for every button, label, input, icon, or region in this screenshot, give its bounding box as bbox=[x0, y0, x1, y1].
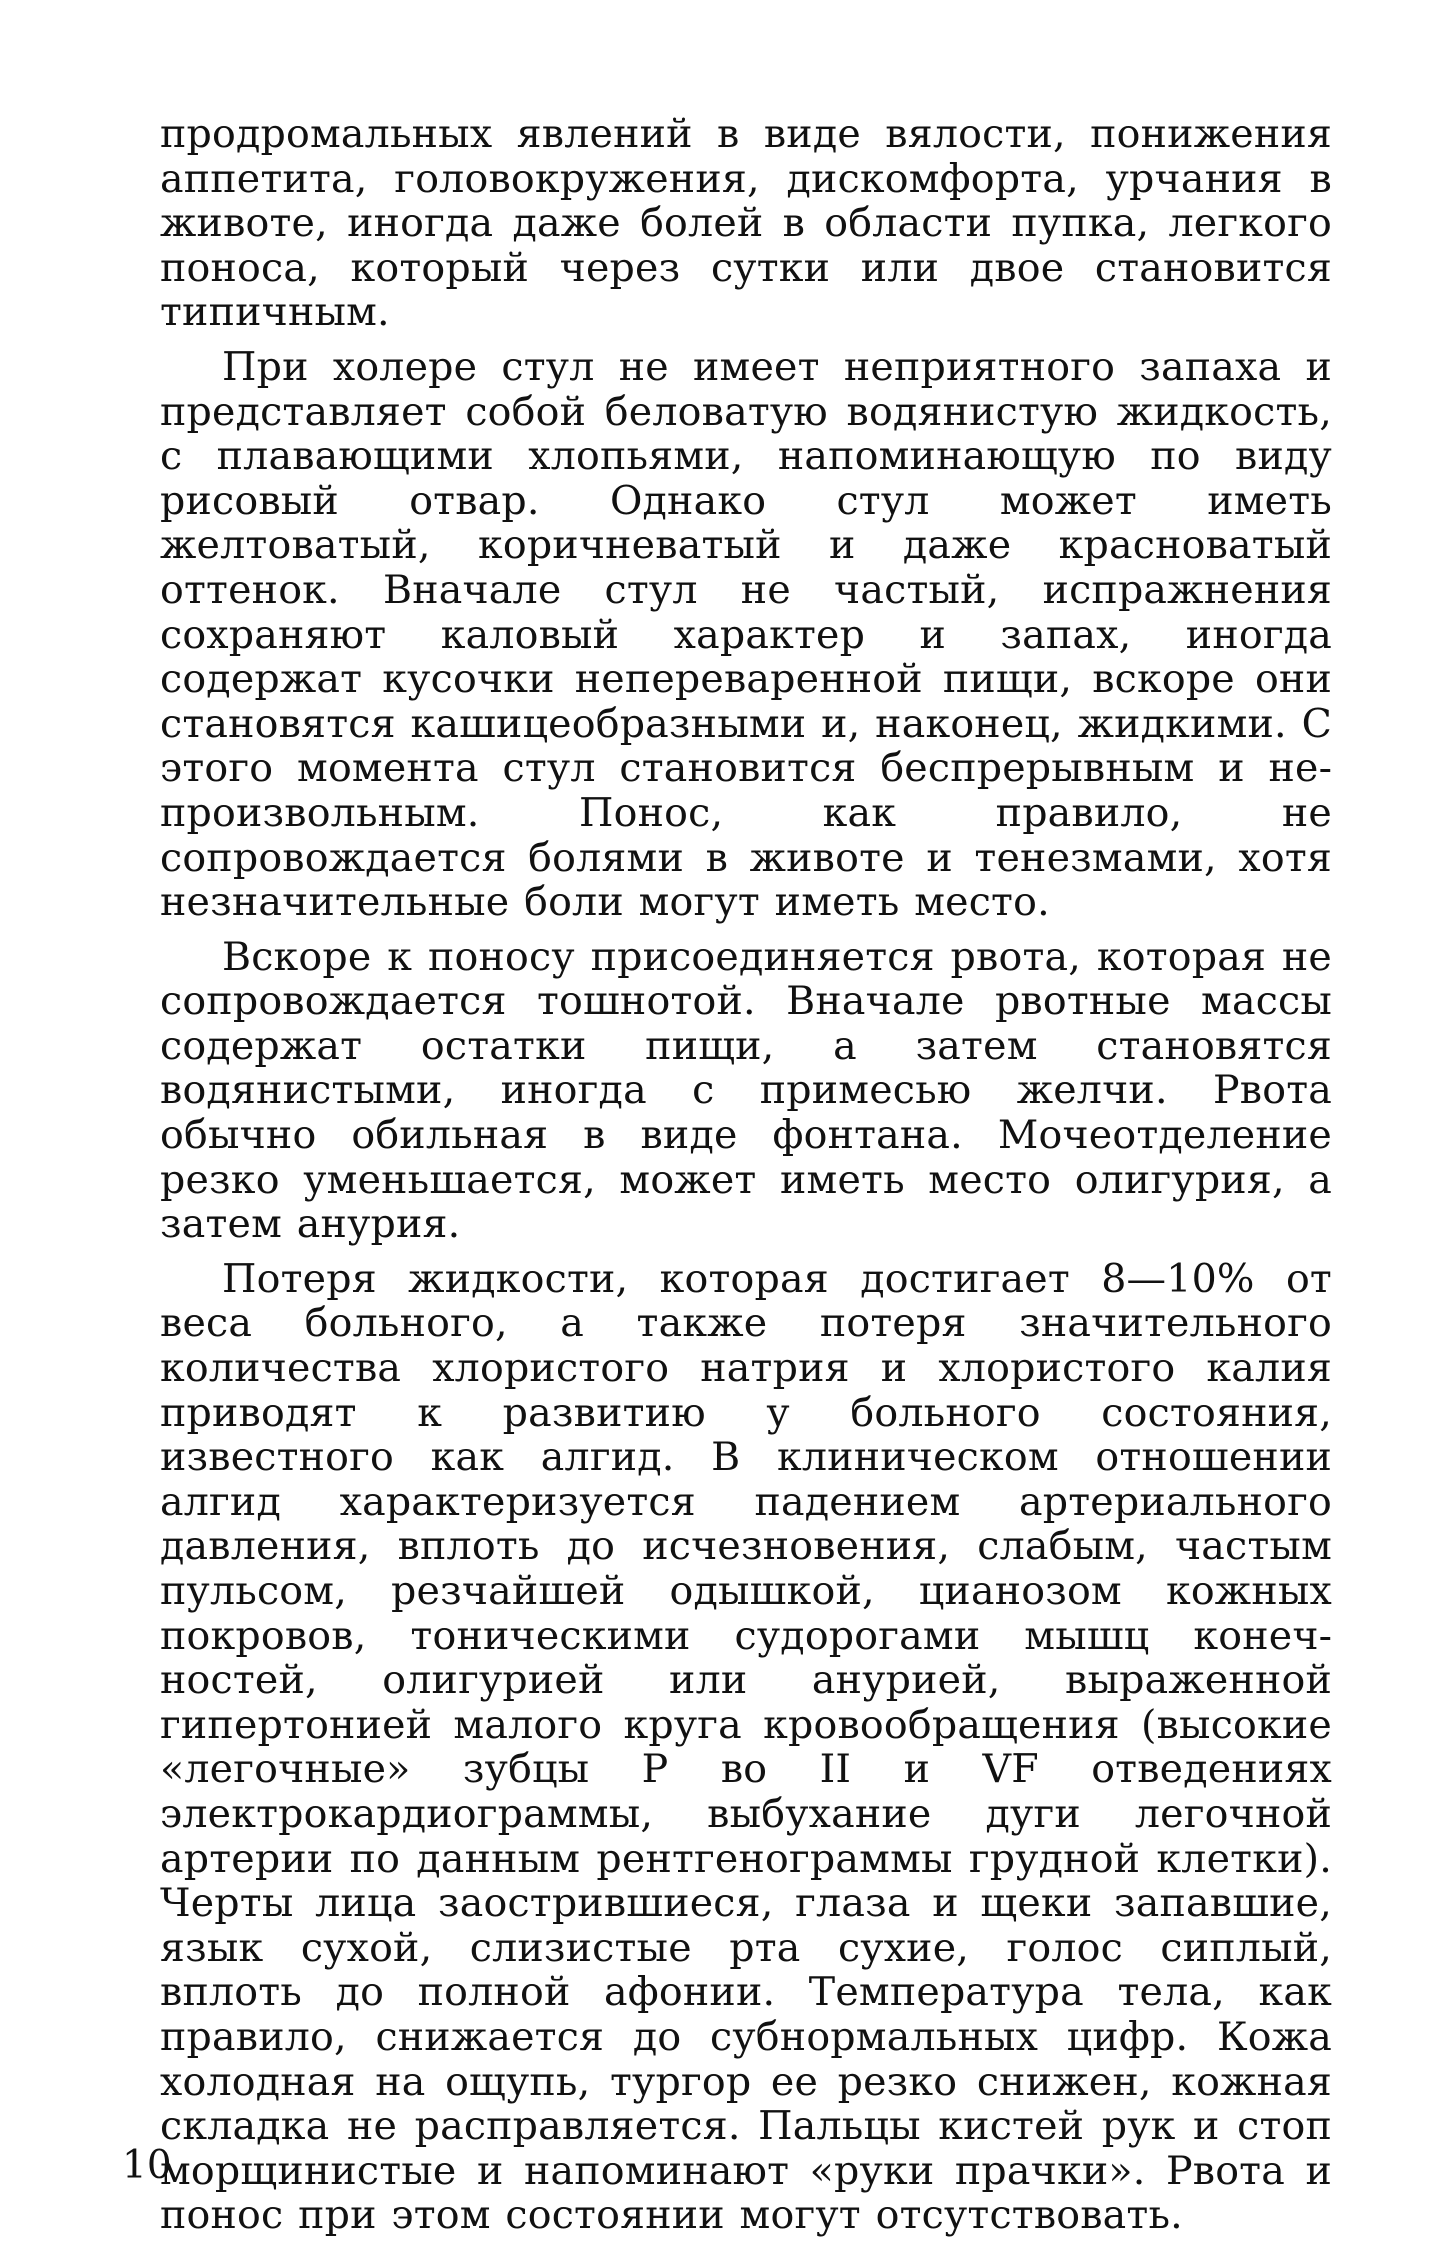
paragraph-fluid-loss-algid: Потеря жидкости, которая достигает 8—10% от веса больного, а также потеря значительного количества хлористого натрия и хлористого калия приводят к развитию у больного состояния, известного как алгид. В клиническом отношении алгид характеризуется падением артериального давления, вплоть до исчезновения, слабым, частым пульсом, резчайшей одышкой, цианозом кожных покровов, тоническими судорогами мышц конечностей, олигурией или анурией, выраженной гипертонией малого круга кровообращения (высокие «легочные» зубцы P во II и VF отведениях электрокардиограммы, выбухание дуги легочной артерии по данным рентгенограммы грудной клетки). Черты лица заострившиеся, глаза и щеки запавшие, язык сухой, слизистые рта сухие, голос сиплый, вплоть до полной афонии. Температура тела, как правило, снижается до субнормальных цифр. Кожа холодная на ощупь, тургор ее резко снижен, кожная складка не расправляется. Пальцы кистей рук и стоп морщинистые и напоминают «руки прачки». Рвота и понос при этом состоянии могут отсутствовать. bbox=[160, 1255, 1332, 2239]
paragraph-continued: продромальных явлений в виде вялости, понижения аппетита, головокружения, дискомфорта, урчания в животе, иногда даже болей в области пупка, легкого поноса, который через сутки или двое становится типичным. bbox=[160, 111, 1332, 336]
body-text bbox=[160, 112, 1332, 2238]
paragraph-stool-description: При холере стул не имеет неприятного запаха и представляет собой беловатую водянистую жидкость, с плавающими хлопьями, напоминающую по виду рисовый отвар. Однако стул может иметь желтоватый, коричневатый и даже красноватый оттенок. Вначале стул не частый, испражнения сохраняют каловый характер и запах, иногда содержат кусочки непереваренной пищи, вскоре они становятся кашицеобразными и, наконец, жидкими. С этого момента стул становится беспрерывным и непроизвольным. Понос, как правило, не сопровождается болями в животе и тенезмами, хотя незначительные боли могут иметь место. bbox=[160, 343, 1332, 926]
page-number: 10 bbox=[122, 2143, 172, 2188]
paragraph-vomiting: Вскоре к поносу присоединяется рвота, которая не сопровождается тошнотой. Вначале рвотные массы содержат остатки пищи, а затем становятся водянистыми, иногда с примесью желчи. Рвота обычно обильная в виде фонтана. Мочеотделение резко уменьшается, может иметь место олигурия, а затем анурия. bbox=[160, 933, 1332, 1248]
